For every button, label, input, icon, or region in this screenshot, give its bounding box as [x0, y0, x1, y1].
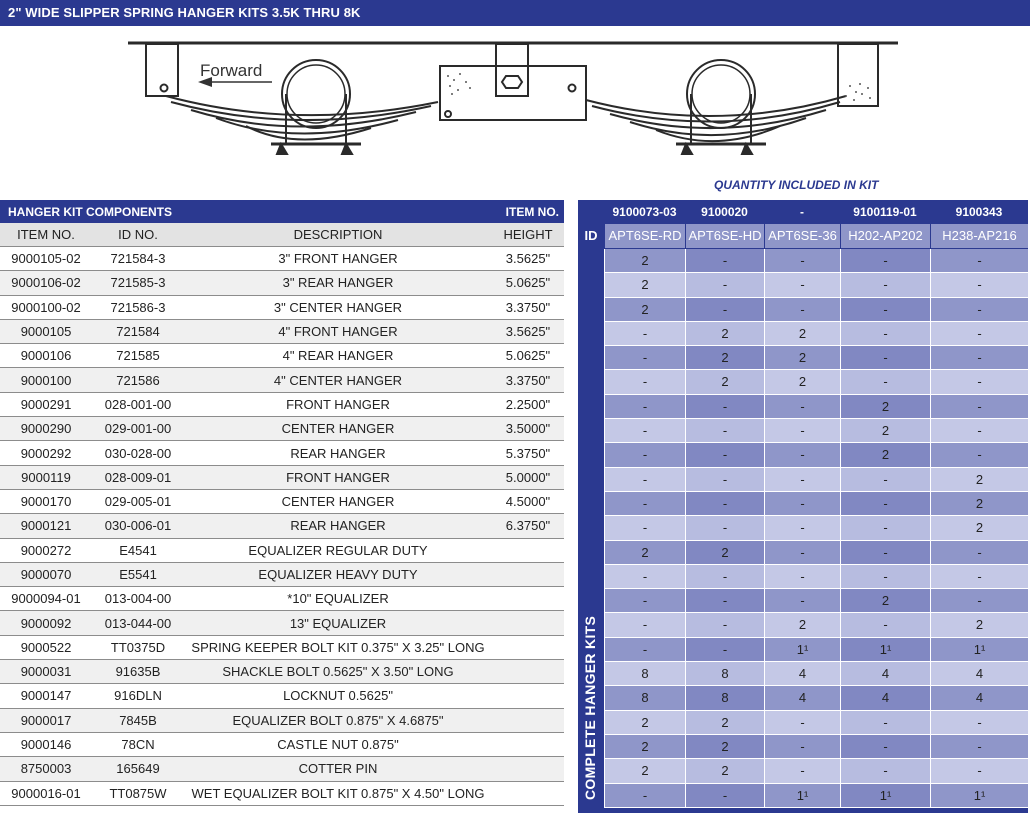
quantity-cell: 2 — [685, 346, 764, 370]
quantity-cell: 2 — [685, 370, 764, 394]
table-row — [604, 686, 1028, 710]
quantity-cell: - — [764, 395, 840, 419]
kit-id: APT6SE-HD — [685, 224, 764, 248]
height-cell: 3.3750" — [505, 372, 551, 388]
quantity-label: QUANTITY INCLUDED IN KIT — [714, 178, 879, 192]
quantity-cell: - — [685, 613, 764, 637]
quantity-cell: - — [604, 638, 685, 662]
quantity-cell: - — [930, 370, 1028, 394]
kit-id: H238-AP216 — [930, 224, 1028, 248]
quantity-cell: - — [930, 443, 1028, 467]
quantity-cell: 2 — [840, 443, 930, 467]
kit-id: APT6SE-36 — [764, 224, 840, 248]
description-cell: 13" EQUALIZER — [289, 615, 387, 631]
quantity-cell: - — [685, 443, 764, 467]
height-cell: 5.3750" — [505, 445, 551, 461]
id-no-cell: TT0875W — [109, 785, 167, 801]
quantity-cell: - — [685, 492, 764, 516]
quantity-cell: - — [930, 273, 1028, 297]
quantity-cell: 1¹ — [840, 784, 930, 808]
item-no-cell: 9000016-01 — [11, 785, 81, 801]
id-no-cell: 721586-3 — [110, 299, 166, 315]
quantity-cell: - — [764, 468, 840, 492]
quantity-cell: 4 — [840, 662, 930, 686]
quantity-cell: - — [685, 298, 764, 322]
quantity-cell: - — [840, 565, 930, 589]
height-cell: 6.3750" — [505, 518, 551, 534]
quantity-cell: - — [604, 419, 685, 443]
suspension-diagram — [126, 36, 900, 166]
height-cell: 4.5000" — [505, 494, 551, 510]
complete-hanger-kits-label: COMPLETE HANGER KITS — [582, 615, 598, 800]
item-no-cell: 9000094-01 — [11, 591, 81, 607]
id-no-cell: E5541 — [119, 567, 157, 582]
column-header-height: HEIGHT — [503, 227, 553, 242]
quantity-cell: - — [604, 589, 685, 613]
table-row — [0, 320, 564, 344]
id-no-cell: 013-004-00 — [104, 591, 172, 607]
quantity-cell: - — [604, 516, 685, 540]
table-row — [0, 344, 564, 368]
quantity-cell: - — [764, 541, 840, 565]
quantity-cell: 4 — [764, 662, 840, 686]
quantity-cell: 2 — [604, 298, 685, 322]
equalizer — [440, 66, 586, 120]
description-cell: SHACKLE BOLT 0.5625" X 3.50" LONG — [222, 664, 454, 680]
quantity-cell: - — [840, 516, 930, 540]
table-row — [604, 395, 1028, 419]
item-no-cell: 9000100-02 — [11, 299, 81, 315]
table-row — [0, 757, 564, 781]
quantity-cell: - — [840, 735, 930, 759]
table-row — [0, 539, 564, 563]
quantity-cell: - — [685, 784, 764, 808]
quantity-cell: - — [840, 468, 930, 492]
item-no-cell: 9000105-02 — [11, 251, 81, 267]
quantity-cell: 2 — [840, 419, 930, 443]
quantity-cell: - — [685, 565, 764, 589]
table-row — [604, 492, 1028, 516]
item-no-cell: 8750003 — [20, 761, 72, 777]
front-hanger — [146, 44, 178, 96]
id-no-cell: 028-001-00 — [104, 396, 172, 412]
quantity-cell: - — [604, 492, 685, 516]
quantity-cell: - — [764, 565, 840, 589]
table-row — [0, 514, 564, 538]
description-cell: WET EQUALIZER BOLT KIT 0.875" X 4.50" LONG — [191, 785, 485, 801]
table-row — [604, 346, 1028, 370]
description-cell: EQUALIZER HEAVY DUTY — [258, 567, 418, 582]
quantity-cell: - — [840, 759, 930, 783]
quantity-cell: - — [840, 370, 930, 394]
table-row — [0, 271, 564, 295]
quantity-cell: - — [930, 759, 1028, 783]
quantity-cell: - — [604, 346, 685, 370]
kit-id: APT6SE-RD — [604, 224, 685, 248]
quantity-cell: 1¹ — [764, 638, 840, 662]
description-cell: COTTER PIN — [298, 761, 378, 777]
quantity-cell: - — [604, 322, 685, 346]
page-title: 2" WIDE SLIPPER SPRING HANGER KITS 3.5K THRU 8K — [8, 5, 361, 20]
height-cell: 3.5000" — [505, 421, 551, 437]
table-row — [0, 782, 564, 806]
quantity-cell: - — [604, 395, 685, 419]
description-cell: 4" REAR HANGER — [282, 348, 394, 364]
quantity-cell: 1¹ — [930, 638, 1028, 662]
quantity-cell: 2 — [930, 468, 1028, 492]
rear-axle — [692, 65, 750, 123]
quantity-cell: - — [840, 541, 930, 565]
table-row — [604, 735, 1028, 759]
quantity-cell: - — [764, 249, 840, 273]
quantity-cell: 2 — [604, 759, 685, 783]
item-no-cell: 9000070 — [20, 567, 72, 582]
quantity-cell: 2 — [930, 492, 1028, 516]
item-no-cell: 9000522 — [20, 639, 72, 655]
quantity-cell: - — [930, 346, 1028, 370]
id-no-cell: 030-028-00 — [104, 445, 172, 461]
quantity-cell: 1¹ — [764, 784, 840, 808]
quantity-cell: - — [604, 443, 685, 467]
kit-quantity-table — [578, 200, 1028, 813]
quantity-cell: 2 — [685, 759, 764, 783]
column-header-description: DESCRIPTION — [293, 227, 383, 242]
id-label: ID — [584, 228, 598, 243]
table-row — [0, 247, 564, 271]
description-cell: *10" EQUALIZER — [287, 591, 389, 607]
item-no-cell: 9000106 — [20, 348, 72, 364]
quantity-cell: - — [840, 249, 930, 273]
height-cell: 3.5625" — [505, 324, 551, 340]
quantity-cell: 2 — [930, 516, 1028, 540]
description-cell: EQUALIZER REGULAR DUTY — [248, 542, 428, 558]
quantity-cell: - — [764, 759, 840, 783]
quantity-cell: - — [840, 298, 930, 322]
table-row — [604, 273, 1028, 297]
table-row — [0, 660, 564, 684]
table-row — [604, 468, 1028, 492]
quantity-cell: 2 — [604, 541, 685, 565]
id-no-cell: 916DLN — [114, 688, 162, 704]
id-no-cell: TT0375D — [110, 639, 166, 655]
quantity-cell: - — [604, 468, 685, 492]
description-cell: SPRING KEEPER BOLT KIT 0.375" X 3.25" LONG — [191, 639, 485, 655]
kit-number: 9100343 — [955, 205, 1003, 219]
quantity-cell: - — [840, 613, 930, 637]
id-no-cell: 030-006-01 — [104, 518, 172, 534]
quantity-cell: 2 — [764, 370, 840, 394]
table-row — [0, 393, 564, 417]
quantity-cell: - — [685, 395, 764, 419]
quantity-cell: 4 — [930, 662, 1028, 686]
item-no-cell: 9000119 — [21, 469, 71, 485]
quantity-cell: - — [764, 516, 840, 540]
table-row — [604, 589, 1028, 613]
id-no-cell: 721585-3 — [110, 275, 166, 291]
table-row — [0, 490, 564, 514]
quantity-cell: - — [930, 735, 1028, 759]
quantity-cell: 4 — [930, 686, 1028, 710]
quantity-cell: - — [930, 589, 1028, 613]
quantity-cell: - — [685, 249, 764, 273]
quantity-cell: - — [685, 589, 764, 613]
quantity-cell: - — [764, 443, 840, 467]
hanger-components-table — [0, 200, 564, 806]
height-cell: 3.3750" — [505, 299, 551, 315]
item-no-cell: 9000290 — [20, 421, 72, 437]
item-no-cell: 9000292 — [20, 445, 72, 461]
quantity-cell: 1¹ — [840, 638, 930, 662]
id-no-cell: 029-001-00 — [104, 421, 172, 437]
table-row — [604, 662, 1028, 686]
quantity-cell: 8 — [604, 686, 685, 710]
height-cell: 5.0625" — [505, 275, 551, 291]
id-no-cell: E4541 — [119, 542, 157, 558]
quantity-cell: - — [764, 735, 840, 759]
item-no-cell: 9000272 — [20, 542, 72, 558]
quantity-cell: 2 — [764, 322, 840, 346]
quantity-cell: - — [604, 613, 685, 637]
table-row — [0, 709, 564, 733]
description-cell: 3" REAR HANGER — [282, 275, 394, 291]
quantity-cell: - — [604, 784, 685, 808]
description-cell: 3" FRONT HANGER — [278, 251, 398, 267]
quantity-cell: - — [685, 516, 764, 540]
quantity-cell: 2 — [685, 711, 764, 735]
quantity-cell: - — [764, 492, 840, 516]
components-table-header — [0, 200, 564, 223]
quantity-cell: 2 — [764, 346, 840, 370]
kit-id-header-row — [578, 224, 1028, 248]
quantity-cell: - — [930, 249, 1028, 273]
table-row — [604, 370, 1028, 394]
description-cell: FRONT HANGER — [286, 396, 390, 412]
quantity-cell: 2 — [604, 735, 685, 759]
quantity-cell: - — [764, 273, 840, 297]
id-no-cell: 721584 — [116, 324, 160, 340]
quantity-cell: - — [685, 273, 764, 297]
id-no-cell: 78CN — [121, 737, 155, 753]
quantity-cell: - — [840, 346, 930, 370]
id-no-cell: 91635B — [115, 664, 161, 680]
kit-number-header-row — [578, 200, 1028, 224]
kit-number: - — [800, 205, 804, 219]
table-row — [0, 684, 564, 708]
table-row — [0, 466, 564, 490]
item-no-cell: 9000105 — [20, 324, 72, 340]
quantity-cell: 4 — [764, 686, 840, 710]
id-no-cell: 721586 — [116, 372, 160, 388]
quantity-cell: - — [930, 541, 1028, 565]
item-no-cell: 9000291 — [20, 396, 72, 412]
column-header-id-no: ID NO. — [118, 227, 158, 242]
id-no-cell: 7845B — [119, 712, 157, 728]
table-row — [604, 516, 1028, 540]
table-row — [0, 611, 564, 635]
table-row — [604, 638, 1028, 662]
item-no-cell: 9000092 — [20, 615, 72, 631]
height-cell: 2.2500" — [505, 396, 551, 412]
quantity-cell: - — [840, 711, 930, 735]
quantity-cell: 2 — [685, 735, 764, 759]
item-no-cell: 9000121 — [20, 518, 72, 534]
description-cell: CENTER HANGER — [281, 421, 395, 437]
table-row — [0, 587, 564, 611]
item-no-header-label: ITEM NO. — [505, 205, 559, 219]
quantity-cell: 2 — [604, 273, 685, 297]
quantity-cell: 2 — [930, 613, 1028, 637]
description-cell: FRONT HANGER — [286, 469, 390, 485]
table-row — [604, 419, 1028, 443]
description-cell: CENTER HANGER — [281, 494, 395, 510]
id-no-cell: 165649 — [116, 761, 160, 777]
forward-label: Forward — [200, 61, 263, 80]
quantity-cell: - — [930, 395, 1028, 419]
quantity-cell: 2 — [604, 249, 685, 273]
title-bar — [0, 0, 1030, 26]
table-row — [0, 636, 564, 660]
quantity-cell: - — [840, 322, 930, 346]
item-no-cell: 9000106-02 — [11, 275, 81, 291]
quantity-cell: - — [685, 638, 764, 662]
quantity-cell: 1¹ — [930, 784, 1028, 808]
id-no-cell: 029-005-01 — [104, 494, 172, 510]
quantity-cell: 4 — [840, 686, 930, 710]
description-cell: 4" FRONT HANGER — [278, 324, 398, 340]
quantity-cell: - — [764, 419, 840, 443]
quantity-cell: - — [764, 298, 840, 322]
table-row — [604, 565, 1028, 589]
quantity-cell: - — [930, 298, 1028, 322]
table-row — [604, 784, 1028, 808]
kit-quantity-body — [604, 249, 1028, 808]
quantity-cell: 8 — [685, 662, 764, 686]
quantity-cell: - — [764, 711, 840, 735]
table-row — [0, 296, 564, 320]
quantity-cell: - — [604, 565, 685, 589]
quantity-cell: - — [930, 322, 1028, 346]
table-row — [604, 759, 1028, 783]
description-cell: REAR HANGER — [290, 445, 386, 461]
quantity-cell: - — [840, 492, 930, 516]
quantity-cell: 2 — [840, 589, 930, 613]
description-cell: 3" CENTER HANGER — [273, 299, 403, 315]
quantity-cell: - — [930, 711, 1028, 735]
quantity-cell: - — [840, 273, 930, 297]
item-no-cell: 9000170 — [20, 494, 72, 510]
quantity-cell: - — [685, 468, 764, 492]
item-no-cell: 9000147 — [20, 688, 72, 704]
quantity-cell: - — [764, 589, 840, 613]
item-no-cell: 9000031 — [20, 664, 72, 680]
table-row — [604, 298, 1028, 322]
quantity-cell: 2 — [685, 541, 764, 565]
table-row — [604, 711, 1028, 735]
quantity-cell: 2 — [604, 711, 685, 735]
components-column-headers — [0, 223, 564, 247]
quantity-cell: - — [930, 419, 1028, 443]
table-row — [0, 563, 564, 587]
description-cell: 4" CENTER HANGER — [273, 372, 403, 388]
column-header-item-no: ITEM NO. — [17, 227, 75, 242]
quantity-cell: 2 — [840, 395, 930, 419]
table-row — [0, 733, 564, 757]
description-cell: LOCKNUT 0.5625" — [283, 688, 393, 704]
quantity-cell: - — [930, 565, 1028, 589]
table-row — [604, 613, 1028, 637]
height-cell: 5.0000" — [505, 469, 551, 485]
id-no-cell: 013-044-00 — [104, 615, 172, 631]
description-cell: CASTLE NUT 0.875" — [277, 737, 399, 753]
quantity-cell: 8 — [604, 662, 685, 686]
kit-id: H202-AP202 — [840, 224, 930, 248]
quantity-cell: 2 — [685, 322, 764, 346]
table-row — [604, 443, 1028, 467]
quantity-cell: - — [685, 419, 764, 443]
table-row — [604, 249, 1028, 273]
table-row — [604, 322, 1028, 346]
quantity-cell: 2 — [764, 613, 840, 637]
quantity-cell: - — [604, 370, 685, 394]
height-cell: 3.5625" — [505, 251, 551, 267]
item-no-cell: 9000146 — [20, 737, 72, 753]
item-no-cell: 9000017 — [20, 712, 72, 728]
kit-number: 9100119-01 — [853, 205, 917, 219]
table-row — [604, 541, 1028, 565]
components-header-label: HANGER KIT COMPONENTS — [8, 205, 173, 219]
height-cell: 5.0625" — [505, 348, 551, 364]
item-no-cell: 9000100 — [20, 372, 72, 388]
description-cell: REAR HANGER — [290, 518, 386, 534]
table-row — [0, 368, 564, 392]
id-no-cell: 028-009-01 — [104, 469, 172, 485]
table-row — [0, 441, 564, 465]
kit-number: 9100020 — [701, 205, 748, 219]
table-row — [0, 417, 564, 441]
id-no-cell: 721585 — [116, 348, 160, 364]
quantity-cell: 8 — [685, 686, 764, 710]
kit-number: 9100073-03 — [612, 205, 677, 219]
id-no-cell: 721584-3 — [110, 251, 166, 267]
description-cell: EQUALIZER BOLT 0.875" X 4.6875" — [232, 712, 444, 728]
